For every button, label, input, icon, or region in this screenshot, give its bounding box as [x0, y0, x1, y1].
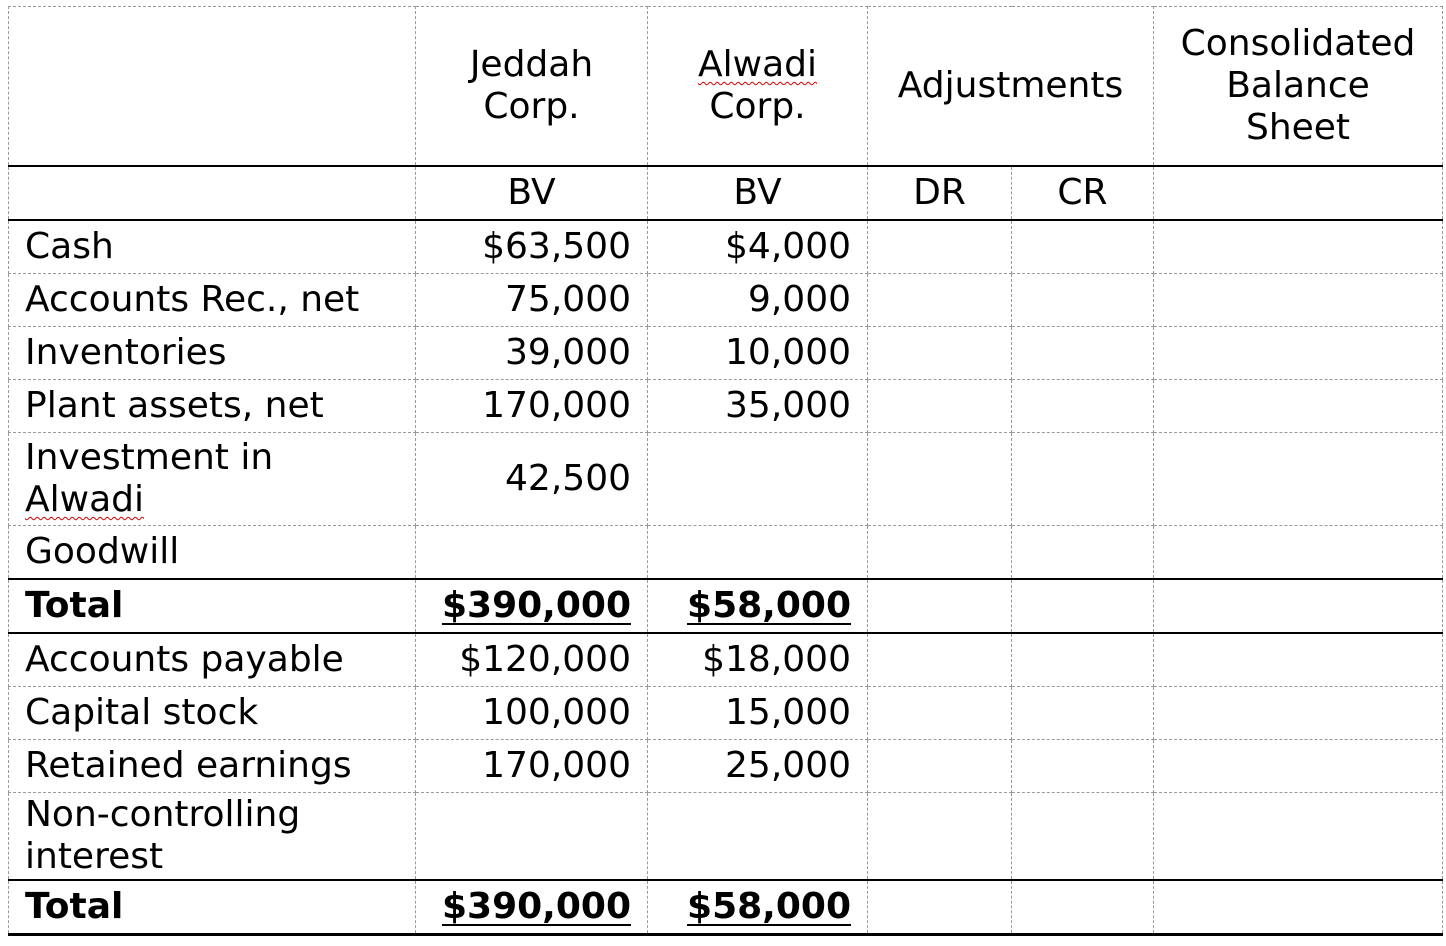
row-label-line1: Investment in — [25, 437, 274, 478]
consolidated-cell[interactable] — [1154, 793, 1443, 881]
alwadi-value: $18,000 — [648, 633, 868, 687]
alwadi-total-value: $58,000 — [687, 585, 851, 626]
table-row — [9, 433, 1443, 526]
header-adjustments: Adjustments — [868, 7, 1154, 167]
table-row — [9, 740, 1443, 793]
header-alwadi — [648, 7, 868, 167]
consolidated-cell[interactable] — [1154, 687, 1443, 740]
dr-cell[interactable] — [868, 327, 1012, 380]
dr-cell[interactable] — [868, 633, 1012, 687]
cr-cell[interactable] — [1012, 380, 1154, 433]
table-row — [9, 380, 1443, 433]
jeddah-value: 39,000 — [416, 327, 648, 380]
header-consolidated-line1: Consolidated — [1180, 23, 1416, 64]
consolidated-cell[interactable] — [1154, 274, 1443, 327]
alwadi-total — [648, 880, 868, 935]
alwadi-value — [648, 433, 868, 526]
cr-cell[interactable] — [1012, 327, 1154, 380]
jeddah-value — [416, 793, 648, 881]
header-alwadi-line1: Alwadi — [698, 44, 817, 85]
subheader-cr: CR — [1012, 166, 1154, 220]
consolidated-cell[interactable] — [1154, 433, 1443, 526]
alwadi-value: 10,000 — [648, 327, 868, 380]
consolidated-cell[interactable] — [1154, 380, 1443, 433]
dr-cell[interactable] — [868, 380, 1012, 433]
row-label — [9, 793, 416, 881]
consolidated-cell[interactable] — [1154, 579, 1443, 633]
header-row — [9, 7, 1443, 167]
cr-cell[interactable] — [1012, 793, 1154, 881]
header-jeddah — [416, 7, 648, 167]
row-label-line1: Non-controlling — [25, 794, 301, 835]
subheader-alwadi-bv: BV — [648, 166, 868, 220]
subheader-dr: DR — [868, 166, 1012, 220]
alwadi-value — [648, 793, 868, 881]
alwadi-value — [648, 526, 868, 580]
row-label-line2: Alwadi — [25, 479, 144, 520]
subheader-consolidated-blank — [1154, 166, 1443, 220]
row-label: Accounts payable — [9, 633, 416, 687]
table-row — [9, 327, 1443, 380]
consolidated-cell[interactable] — [1154, 220, 1443, 274]
jeddah-value: 170,000 — [416, 740, 648, 793]
jeddah-total — [416, 579, 648, 633]
jeddah-value: 42,500 — [416, 433, 648, 526]
table-row — [9, 274, 1443, 327]
cr-cell[interactable] — [1012, 526, 1154, 580]
table-row — [9, 793, 1443, 881]
row-label: Accounts Rec., net — [9, 274, 416, 327]
jeddah-value: 170,000 — [416, 380, 648, 433]
subheader-row — [9, 166, 1443, 220]
row-label: Total — [9, 579, 416, 633]
subheader-blank-cell — [9, 166, 416, 220]
table-row — [9, 687, 1443, 740]
header-alwadi-line2: Corp. — [709, 86, 806, 127]
dr-cell[interactable] — [868, 793, 1012, 881]
row-label: Total — [9, 880, 416, 935]
header-jeddah-line1: Jeddah — [469, 44, 594, 85]
dr-cell[interactable] — [868, 579, 1012, 633]
row-label-line2: interest — [25, 836, 164, 877]
header-consolidated-line2: Balance — [1226, 65, 1370, 106]
liabilities-total-row — [9, 880, 1443, 935]
row-label: Inventories — [9, 327, 416, 380]
dr-cell[interactable] — [868, 220, 1012, 274]
assets-total-row — [9, 579, 1443, 633]
consolidated-cell[interactable] — [1154, 327, 1443, 380]
cr-cell[interactable] — [1012, 687, 1154, 740]
dr-cell[interactable] — [868, 433, 1012, 526]
consolidated-cell[interactable] — [1154, 880, 1443, 935]
consolidated-cell[interactable] — [1154, 633, 1443, 687]
jeddah-total-value: $390,000 — [441, 886, 631, 927]
alwadi-value: 35,000 — [648, 380, 868, 433]
jeddah-value: 100,000 — [416, 687, 648, 740]
table-row — [9, 633, 1443, 687]
cr-cell[interactable] — [1012, 274, 1154, 327]
cr-cell[interactable] — [1012, 880, 1154, 935]
consolidated-cell[interactable] — [1154, 740, 1443, 793]
consolidation-worksheet — [8, 6, 1443, 936]
row-label: Plant assets, net — [9, 380, 416, 433]
table-row — [9, 220, 1443, 274]
header-jeddah-line2: Corp. — [483, 86, 580, 127]
dr-cell[interactable] — [868, 526, 1012, 580]
consolidated-cell[interactable] — [1154, 526, 1443, 580]
alwadi-value: $4,000 — [648, 220, 868, 274]
cr-cell[interactable] — [1012, 433, 1154, 526]
jeddah-value — [416, 526, 648, 580]
cr-cell[interactable] — [1012, 220, 1154, 274]
jeddah-value: $63,500 — [416, 220, 648, 274]
jeddah-value: 75,000 — [416, 274, 648, 327]
row-label: Goodwill — [9, 526, 416, 580]
cr-cell[interactable] — [1012, 740, 1154, 793]
dr-cell[interactable] — [868, 274, 1012, 327]
dr-cell[interactable] — [868, 740, 1012, 793]
jeddah-total — [416, 880, 648, 935]
row-label: Retained earnings — [9, 740, 416, 793]
header-consolidated — [1154, 7, 1443, 167]
cr-cell[interactable] — [1012, 633, 1154, 687]
dr-cell[interactable] — [868, 880, 1012, 935]
cr-cell[interactable] — [1012, 579, 1154, 633]
table-row — [9, 526, 1443, 580]
alwadi-total — [648, 579, 868, 633]
jeddah-total-value: $390,000 — [441, 585, 631, 626]
header-blank-cell — [9, 7, 416, 167]
jeddah-value: $120,000 — [416, 633, 648, 687]
header-consolidated-line3: Sheet — [1245, 107, 1351, 148]
alwadi-value: 9,000 — [648, 274, 868, 327]
dr-cell[interactable] — [868, 687, 1012, 740]
row-label: Capital stock — [9, 687, 416, 740]
alwadi-total-value: $58,000 — [687, 886, 851, 927]
row-label: Cash — [9, 220, 416, 274]
row-label — [9, 433, 416, 526]
subheader-jeddah-bv: BV — [416, 166, 648, 220]
alwadi-value: 25,000 — [648, 740, 868, 793]
alwadi-value: 15,000 — [648, 687, 868, 740]
